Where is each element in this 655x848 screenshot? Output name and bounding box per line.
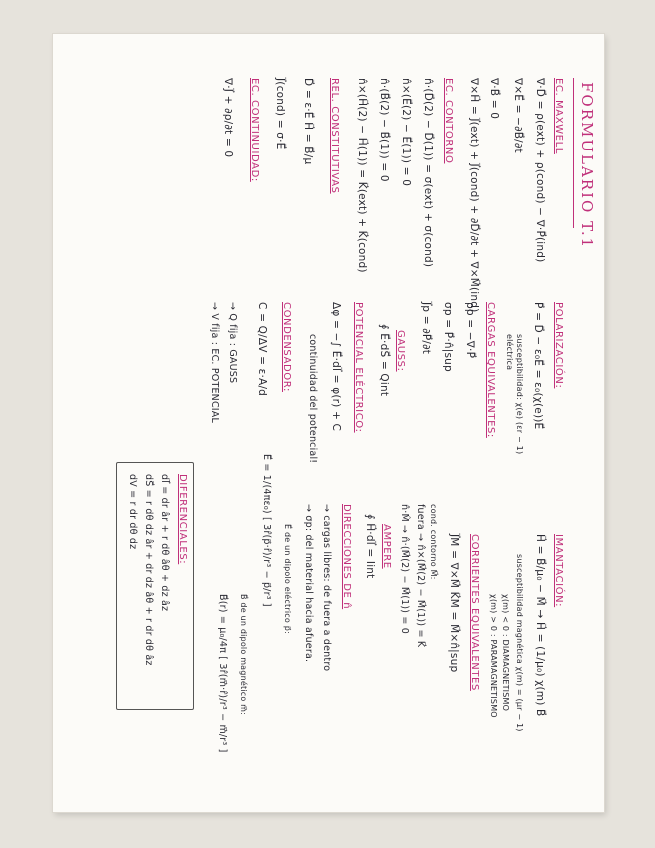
maxwell-eq-3: ∇·B⃗ = 0 xyxy=(488,78,500,120)
maxwell-heading: EC. MAXWELL xyxy=(553,78,564,154)
imantacion-heading: IMANTACIÓN: xyxy=(553,534,564,608)
note-v-fija: → V fija : EC. POTENCIAL xyxy=(209,302,220,424)
gauss-eq: ∮ E⃗·dS⃗ = Qint xyxy=(378,324,390,397)
potencial-eq: Δφ = −∫ E⃗·dl⃗ = φ(r) + C xyxy=(330,302,342,432)
constitutivas-eq-1: D⃗ = ε·E⃗ H⃗ = B⃗/μ xyxy=(302,78,314,165)
ampere-eq: ∮ H⃗·dl⃗ = Iint xyxy=(364,514,376,579)
susceptibilidad-note: susceptibilidad: χ(e) (εr − 1) xyxy=(515,334,524,455)
contorno-eq-2: n̂×(E⃗(2) − E⃗(1)) = 0 xyxy=(400,78,412,187)
condensador-heading: CONDENSADOR: xyxy=(281,302,292,392)
cond-contorno-note: cond. contorno M⃗: xyxy=(429,504,438,580)
dipolo-m-eq: B⃗(r) = μ₀/4π [ 3r̂(m⃗·r̂)/r³ − m⃗/r³ ] xyxy=(217,594,228,753)
diferencial-dl: dl⃗ = dr âr + r dθ âθ + dz âz xyxy=(159,474,170,612)
constitutivas-eq-2: J⃗(cond) = σ·E⃗ xyxy=(274,78,286,150)
direcciones-note-2: → σp: del material hacia afuera. xyxy=(303,504,314,663)
diferenciales-heading: DIFERENCIALES: xyxy=(177,474,188,565)
contorno-eq-1: n̂·(D⃗(2) − D⃗(1)) = σ(ext) + σ(cond) xyxy=(422,78,434,268)
ampere-heading: AMPERE xyxy=(381,524,392,569)
condensador-eq: C = Q/ΔV = ε·A/d xyxy=(256,302,268,397)
electrica-note: eléctrica xyxy=(505,334,514,371)
maxwell-eq-2: ∇×E⃗ = −∂B⃗/∂t xyxy=(512,78,524,153)
continuidad-heading: EC. CONTINUIDAD: xyxy=(249,78,260,182)
diamagnetismo-note: χ(m) < 0 : DIAMAGNETISMO xyxy=(501,594,510,712)
cargas-eq-3: J⃗p = ∂P⃗/∂t xyxy=(420,302,432,355)
continuidad-note: continuidad del potencial! xyxy=(307,334,318,464)
polarizacion-heading: POLARIZACIÓN: xyxy=(553,302,564,389)
polarizacion-eq: P⃗ = D⃗ − ε₀E⃗ = ε₀(χ(e))E⃗ xyxy=(532,302,544,430)
diferencial-ds: dS⃗ = r dθ dz âr + dr dz âθ + r dr dθ âz xyxy=(143,474,154,666)
gauss-heading: GAUSS: xyxy=(395,330,406,372)
potencial-heading: POTENCIAL ELÉCTRICO: xyxy=(353,302,364,433)
cargas-eq-1: ρp = −∇·P⃗ xyxy=(464,302,476,359)
susc-magnetica-note: susceptibilidad magnética χ(m) = (μr − 1) xyxy=(515,554,524,732)
dipolo-e-eq: E⃗ = 1/(4πε₀) [ 3r̂(p⃗·r̂)/r³ − p⃗/r³ ] xyxy=(261,454,272,607)
imantacion-eq: H⃗ = B⃗/μ₀ − M⃗ → H⃗ = (1/μ₀) χ(m) B⃗ xyxy=(534,534,546,717)
cond-contorno-eq-2: n̂·M̂ → n̂·(M⃗(2) − M⃗(1)) = 0 xyxy=(399,504,410,635)
title-underline xyxy=(573,78,574,228)
contorno-eq-4: n̂×(H⃗(2) − H⃗(1)) = K⃗(ext) + K⃗(cond) xyxy=(356,78,368,273)
diferencial-dv: dV = r dr dθ dz xyxy=(127,474,138,550)
corrientes-heading: CORRIENTES EQUIVALENTES xyxy=(469,534,480,691)
maxwell-eq-4: ∇×H⃗ = J⃗(ext) + J⃗(cond) + ∂D⃗/∂t + ∇×M⃗(ind) xyxy=(468,78,480,313)
contorno-heading: EC. CONTORNO xyxy=(443,78,454,164)
direcciones-note-1: → cargas libres: de fuera a dentro xyxy=(321,504,332,672)
notes-page xyxy=(53,34,604,812)
dipolo-m-label: B⃗ de un dipolo magnético m⃗: xyxy=(239,594,248,716)
corrientes-eq: J⃗M = ∇×M⃗ K⃗M = M⃗×n̂|sup xyxy=(448,534,460,673)
page-title: FORMULARIO T.1 xyxy=(578,82,596,250)
paramagnetismo-note: χ(m) > 0 : PARAMAGNETISMO xyxy=(489,594,498,718)
cond-contorno-eq-1: fuera → n̂×(M⃗(2) − M⃗(1)) = K⃗ xyxy=(415,504,426,648)
dipolo-e-label: E⃗ de un dipolo eléctrico p⃗: xyxy=(283,524,292,634)
continuidad-eq: ∇·J⃗ + ∂ρ/∂t = 0 xyxy=(222,78,234,158)
maxwell-eq-1: ∇·D⃗ = ρ(ext) + ρ(cond) − ∇·P⃗(ind) xyxy=(534,78,546,263)
direcciones-heading: DIRECCIONES DE n̂ xyxy=(341,504,352,610)
contorno-eq-3: n̂·(B⃗(2) − B⃗(1)) = 0 xyxy=(378,78,390,182)
rotated-content xyxy=(53,34,604,812)
constitutivas-heading: REL. CONSTITUTIVAS xyxy=(329,78,340,194)
cargas-eq-2: σp = P⃗·n̂|sup xyxy=(442,302,454,372)
note-q-fija: → Q fija : GAUSS xyxy=(227,302,238,384)
cargas-heading: CARGAS EQUIVALENTES: xyxy=(485,302,496,438)
